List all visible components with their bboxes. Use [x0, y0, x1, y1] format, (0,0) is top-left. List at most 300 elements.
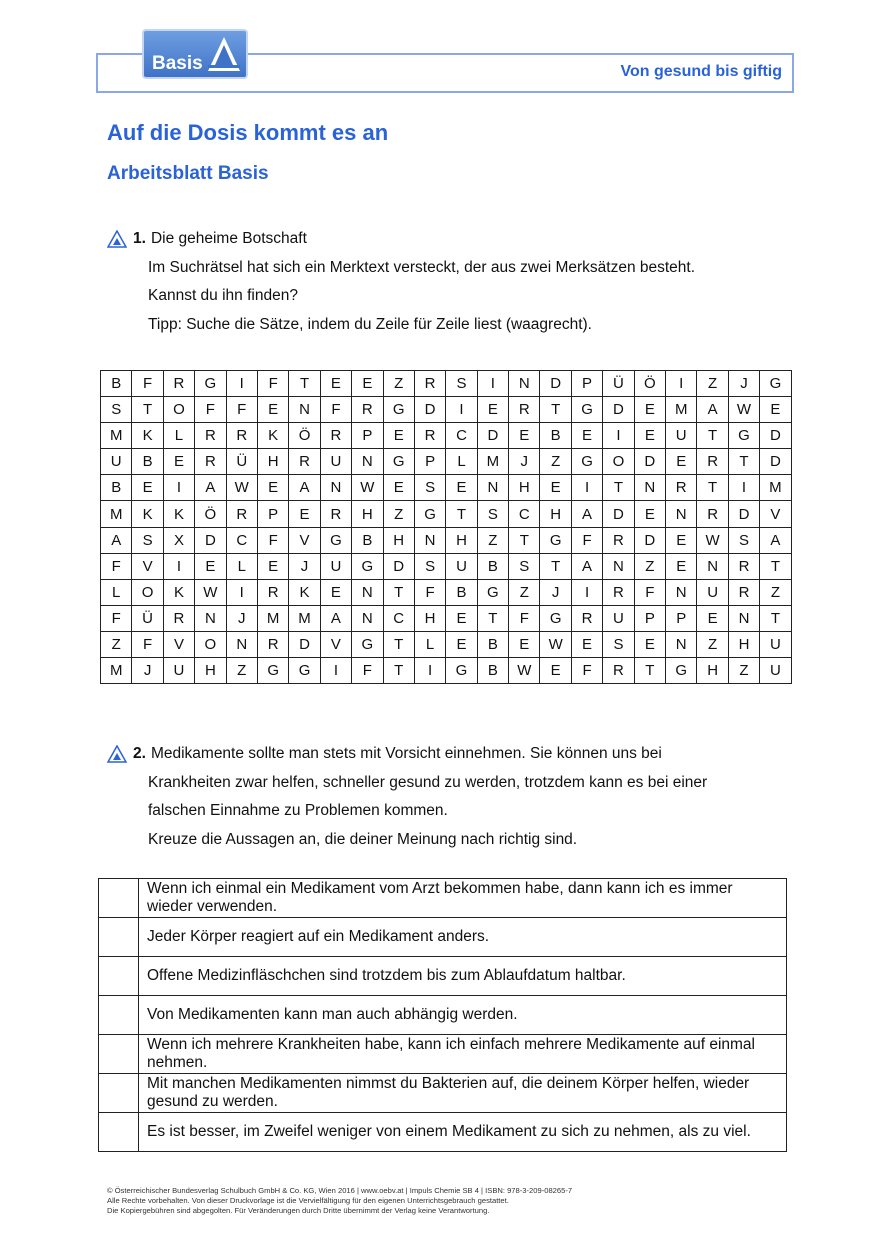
grid-cell: R — [728, 553, 759, 579]
grid-cell: Ü — [603, 371, 634, 397]
grid-cell: E — [634, 423, 665, 449]
grid-cell: F — [634, 579, 665, 605]
grid-cell: G — [320, 527, 351, 553]
footer-line: Die Kopiergebühren sind abgegolten. Für Veränderungen durch Dritte übernimmt der Verlag keine Verantwortung. — [107, 1206, 490, 1215]
grid-cell: O — [603, 449, 634, 475]
grid-cell: A — [195, 475, 226, 501]
grid-cell: V — [163, 631, 194, 657]
task-1-heading: Die geheime Botschaft — [150, 230, 307, 247]
grid-cell: H — [540, 501, 571, 527]
grid-cell: U — [760, 631, 791, 657]
grid-cell: S — [603, 631, 634, 657]
grid-cell: T — [540, 553, 571, 579]
grid-cell: B — [540, 423, 571, 449]
grid-cell: Z — [383, 501, 414, 527]
grid-cell: D — [634, 449, 665, 475]
grid-cell: N — [352, 449, 383, 475]
grid-cell: H — [728, 631, 759, 657]
grid-cell: I — [446, 397, 477, 423]
grid-cell: D — [477, 423, 508, 449]
grid-cell: N — [414, 527, 445, 553]
grid-cell: E — [477, 397, 508, 423]
grid-cell: C — [226, 527, 257, 553]
grid-cell: G — [352, 553, 383, 579]
grid-cell: T — [697, 475, 728, 501]
grid-cell: M — [666, 397, 697, 423]
grid-cell: T — [383, 579, 414, 605]
grid-cell: E — [320, 371, 351, 397]
grid-cell: T — [634, 658, 665, 684]
grid-cell: A — [571, 501, 602, 527]
task-1 — [107, 225, 695, 339]
grid-cell: P — [414, 449, 445, 475]
grid-cell: A — [289, 475, 320, 501]
grid-cell: F — [571, 658, 602, 684]
task-2-line: Krankheiten zwar helfen, schneller gesund zu werden, trotzdem kann es bei einer — [148, 773, 708, 791]
grid-cell: N — [666, 631, 697, 657]
grid-row — [101, 371, 792, 397]
logo-triangle-icon — [206, 35, 242, 75]
grid-cell: N — [728, 605, 759, 631]
grid-cell: P — [634, 605, 665, 631]
task-2-line: Kreuze die Aussagen an, die deiner Meinung nach richtig sind. — [148, 830, 578, 848]
grid-cell: E — [257, 553, 288, 579]
grid-cell: E — [666, 553, 697, 579]
grid-row — [101, 631, 792, 657]
subject-label: Von gesund bis giftig — [620, 63, 782, 80]
grid-cell: G — [383, 397, 414, 423]
grid-cell: S — [101, 397, 132, 423]
grid-cell: D — [634, 527, 665, 553]
grid-cell: F — [132, 631, 163, 657]
grid-cell: F — [257, 371, 288, 397]
grid-cell: B — [132, 449, 163, 475]
grid-cell: E — [320, 579, 351, 605]
grid-cell: K — [132, 423, 163, 449]
grid-cell: C — [509, 501, 540, 527]
grid-cell: D — [728, 501, 759, 527]
statement-row — [99, 1113, 787, 1152]
grid-row — [101, 658, 792, 684]
page-title: Auf die Dosis kommt es an — [107, 120, 389, 145]
grid-cell: E — [571, 423, 602, 449]
grid-cell: G — [257, 658, 288, 684]
grid-cell: R — [226, 423, 257, 449]
statement-checkbox[interactable] — [99, 957, 139, 996]
grid-cell: E — [289, 501, 320, 527]
grid-cell: T — [509, 527, 540, 553]
grid-cell: R — [697, 501, 728, 527]
grid-cell: T — [540, 397, 571, 423]
grid-cell: N — [697, 553, 728, 579]
grid-cell: R — [697, 449, 728, 475]
grid-cell: F — [195, 397, 226, 423]
grid-cell: J — [728, 371, 759, 397]
task-2-number: 2. — [133, 745, 146, 762]
grid-cell: E — [634, 397, 665, 423]
level-triangle-icon — [107, 230, 127, 248]
grid-cell: Ö — [289, 423, 320, 449]
grid-cell: I — [226, 579, 257, 605]
grid-cell: J — [226, 605, 257, 631]
grid-cell: Z — [226, 658, 257, 684]
grid-cell: V — [289, 527, 320, 553]
grid-cell: D — [760, 423, 791, 449]
grid-cell: T — [603, 475, 634, 501]
grid-cell: D — [760, 449, 791, 475]
grid-cell: E — [195, 553, 226, 579]
grid-cell: E — [760, 397, 791, 423]
statement-checkbox[interactable] — [99, 996, 139, 1035]
grid-cell: R — [226, 501, 257, 527]
grid-cell: M — [760, 475, 791, 501]
grid-cell: U — [101, 449, 132, 475]
grid-cell: E — [163, 449, 194, 475]
grid-row — [101, 527, 792, 553]
grid-cell: G — [477, 579, 508, 605]
grid-cell: F — [320, 397, 351, 423]
statement-row — [99, 1035, 787, 1074]
grid-cell: T — [289, 371, 320, 397]
grid-row — [101, 579, 792, 605]
grid-row — [101, 553, 792, 579]
statement-text: Von Medikamenten kann man auch abhängig werden. — [139, 996, 787, 1035]
grid-cell: I — [226, 371, 257, 397]
task-1-line: Kannst du ihn finden? — [148, 287, 298, 304]
grid-cell: B — [446, 579, 477, 605]
grid-row — [101, 605, 792, 631]
grid-cell: H — [414, 605, 445, 631]
grid-cell: U — [446, 553, 477, 579]
grid-cell: R — [728, 579, 759, 605]
grid-cell: F — [509, 605, 540, 631]
grid-row — [101, 449, 792, 475]
grid-cell: Z — [697, 631, 728, 657]
grid-cell: E — [352, 371, 383, 397]
grid-cell: R — [414, 371, 445, 397]
grid-cell: M — [101, 501, 132, 527]
grid-cell: M — [477, 449, 508, 475]
grid-cell: N — [603, 553, 634, 579]
grid-cell: E — [446, 605, 477, 631]
grid-cell: G — [728, 423, 759, 449]
grid-cell: G — [760, 371, 791, 397]
grid-cell: M — [289, 605, 320, 631]
grid-cell: G — [571, 397, 602, 423]
statement-checkbox[interactable] — [99, 1074, 139, 1113]
grid-cell: H — [446, 527, 477, 553]
grid-cell: D — [289, 631, 320, 657]
grid-cell: T — [477, 605, 508, 631]
grid-cell: I — [163, 475, 194, 501]
grid-cell: E — [509, 423, 540, 449]
grid-cell: E — [509, 631, 540, 657]
grid-cell: L — [414, 631, 445, 657]
grid-cell: N — [226, 631, 257, 657]
grid-cell: E — [257, 397, 288, 423]
grid-cell: P — [666, 605, 697, 631]
grid-cell: F — [101, 605, 132, 631]
grid-cell: Z — [728, 658, 759, 684]
grid-cell: L — [226, 553, 257, 579]
grid-cell: T — [697, 423, 728, 449]
grid-cell: G — [383, 449, 414, 475]
grid-cell: N — [289, 397, 320, 423]
grid-cell: R — [163, 605, 194, 631]
grid-cell: F — [352, 658, 383, 684]
grid-cell: F — [226, 397, 257, 423]
word-search-grid — [100, 370, 792, 684]
grid-cell: F — [132, 371, 163, 397]
grid-cell: G — [289, 658, 320, 684]
grid-cell: O — [132, 579, 163, 605]
grid-cell: D — [383, 553, 414, 579]
grid-cell: H — [697, 658, 728, 684]
grid-cell: R — [320, 501, 351, 527]
statement-checklist — [98, 878, 787, 1152]
grid-cell: J — [540, 579, 571, 605]
grid-cell: K — [289, 579, 320, 605]
statement-text: Jeder Körper reagiert auf ein Medikament anders. — [139, 918, 787, 957]
grid-cell: A — [571, 553, 602, 579]
grid-cell: K — [163, 579, 194, 605]
grid-cell: I — [571, 579, 602, 605]
grid-cell: N — [352, 605, 383, 631]
grid-cell: R — [603, 527, 634, 553]
grid-cell: J — [132, 658, 163, 684]
statement-text: Offene Medizinfläschchen sind trotzdem bis zum Ablaufdatum haltbar. — [139, 957, 787, 996]
grid-cell: M — [101, 658, 132, 684]
grid-cell: U — [603, 605, 634, 631]
grid-cell: E — [634, 631, 665, 657]
grid-cell: O — [195, 631, 226, 657]
grid-cell: W — [728, 397, 759, 423]
grid-cell: E — [540, 658, 571, 684]
grid-cell: E — [540, 475, 571, 501]
footer-line: © Österreichischer Bundesverlag Schulbuch GmbH & Co. KG, Wien 2016 | www.oebv.at | Impuls Chemie SB 4 | ISBN: 978-3-209-08265-7 — [107, 1186, 573, 1195]
grid-cell: O — [163, 397, 194, 423]
grid-cell: J — [289, 553, 320, 579]
grid-cell: E — [257, 475, 288, 501]
grid-cell: G — [446, 658, 477, 684]
grid-cell: T — [383, 658, 414, 684]
grid-cell: U — [697, 579, 728, 605]
grid-cell: W — [697, 527, 728, 553]
grid-cell: I — [320, 658, 351, 684]
grid-cell: I — [603, 423, 634, 449]
grid-row — [101, 397, 792, 423]
grid-cell: R — [289, 449, 320, 475]
grid-cell: S — [414, 475, 445, 501]
grid-cell: Z — [101, 631, 132, 657]
task-2-heading: Medikamente sollte man stets mit Vorsicht einnehmen. Sie können uns bei — [150, 745, 662, 762]
grid-cell: Z — [634, 553, 665, 579]
grid-cell: S — [446, 371, 477, 397]
grid-cell: R — [603, 658, 634, 684]
grid-cell: G — [540, 605, 571, 631]
grid-cell: U — [163, 658, 194, 684]
grid-cell: T — [760, 605, 791, 631]
grid-cell: R — [320, 423, 351, 449]
grid-cell: R — [509, 397, 540, 423]
grid-cell: Z — [760, 579, 791, 605]
grid-cell: E — [132, 475, 163, 501]
grid-cell: Z — [697, 371, 728, 397]
grid-cell: P — [257, 501, 288, 527]
grid-cell: J — [509, 449, 540, 475]
basis-logo — [142, 29, 248, 79]
grid-cell: T — [383, 631, 414, 657]
grid-cell: V — [132, 553, 163, 579]
grid-cell: U — [666, 423, 697, 449]
grid-cell: R — [414, 423, 445, 449]
statement-text: Es ist besser, im Zweifel weniger von einem Medikament zu sich zu nehmen, als zu viel. — [139, 1113, 787, 1152]
grid-cell: R — [666, 475, 697, 501]
task-1-number: 1. — [133, 230, 146, 247]
grid-cell: A — [697, 397, 728, 423]
statement-row — [99, 918, 787, 957]
grid-cell: G — [352, 631, 383, 657]
grid-cell: L — [101, 579, 132, 605]
grid-cell: B — [352, 527, 383, 553]
grid-row — [101, 423, 792, 449]
grid-cell: Ü — [226, 449, 257, 475]
grid-cell: W — [226, 475, 257, 501]
grid-cell: I — [414, 658, 445, 684]
grid-cell: D — [540, 371, 571, 397]
task-2 — [107, 740, 707, 854]
grid-cell: G — [414, 501, 445, 527]
task-2-line: falschen Einnahme zu Problemen kommen. — [148, 802, 448, 819]
grid-cell: W — [509, 658, 540, 684]
grid-cell: W — [540, 631, 571, 657]
grid-cell: K — [132, 501, 163, 527]
grid-cell: T — [728, 449, 759, 475]
grid-cell: S — [132, 527, 163, 553]
grid-cell: H — [257, 449, 288, 475]
grid-cell: K — [163, 501, 194, 527]
grid-cell: R — [352, 397, 383, 423]
grid-cell: N — [195, 605, 226, 631]
grid-cell: P — [352, 423, 383, 449]
grid-cell: A — [760, 527, 791, 553]
statement-checkbox[interactable] — [99, 1113, 139, 1152]
grid-cell: I — [571, 475, 602, 501]
grid-cell: P — [571, 371, 602, 397]
grid-cell: U — [320, 449, 351, 475]
statement-row — [99, 996, 787, 1035]
grid-cell: R — [571, 605, 602, 631]
grid-cell: F — [257, 527, 288, 553]
grid-cell: U — [320, 553, 351, 579]
grid-cell: E — [666, 527, 697, 553]
grid-cell: N — [666, 501, 697, 527]
grid-cell: E — [634, 501, 665, 527]
grid-cell: V — [320, 631, 351, 657]
grid-cell: W — [352, 475, 383, 501]
grid-cell: U — [760, 658, 791, 684]
grid-cell: M — [101, 423, 132, 449]
grid-cell: E — [446, 631, 477, 657]
grid-cell: E — [383, 475, 414, 501]
task-1-line: Im Suchrätsel hat sich ein Merktext versteckt, der aus zwei Merksätzen besteht. — [148, 258, 696, 276]
grid-cell: Z — [383, 371, 414, 397]
grid-cell: R — [163, 371, 194, 397]
statement-text: Wenn ich mehrere Krankheiten habe, kann ich einfach mehrere Medikamente auf einmal nehmen. — [139, 1035, 787, 1074]
statement-row — [99, 957, 787, 996]
grid-cell: Z — [477, 527, 508, 553]
grid-cell: I — [666, 371, 697, 397]
grid-cell: I — [728, 475, 759, 501]
footer-line: Alle Rechte vorbehalten. Von dieser Druckvorlage ist die Vervielfältigung für den eigenen Unterrichtsgebrauch gestattet. — [107, 1196, 509, 1205]
grid-cell: N — [509, 371, 540, 397]
grid-cell: Z — [509, 579, 540, 605]
grid-cell: D — [603, 501, 634, 527]
grid-cell: R — [195, 449, 226, 475]
grid-cell: L — [446, 449, 477, 475]
grid-cell: K — [257, 423, 288, 449]
statement-checkbox[interactable] — [99, 1035, 139, 1074]
level-triangle-icon — [107, 745, 127, 763]
task-1-line: Tipp: Suche die Sätze, indem du Zeile für Zeile liest (waagrecht). — [148, 315, 592, 333]
grid-cell: X — [163, 527, 194, 553]
page-subtitle: Arbeitsblatt Basis — [107, 163, 269, 184]
grid-cell: I — [477, 371, 508, 397]
grid-cell: E — [666, 449, 697, 475]
grid-cell: Z — [540, 449, 571, 475]
grid-cell: B — [101, 475, 132, 501]
grid-cell: A — [320, 605, 351, 631]
grid-cell: E — [697, 605, 728, 631]
grid-cell: R — [257, 579, 288, 605]
grid-cell: F — [414, 579, 445, 605]
statement-text: Mit manchen Medikamenten nimmst du Bakterien auf, die deinem Körper helfen, wieder gesund zu werden. — [139, 1074, 787, 1113]
grid-cell: G — [195, 371, 226, 397]
statement-checkbox[interactable] — [99, 918, 139, 957]
grid-cell: H — [195, 658, 226, 684]
statement-text: Wenn ich einmal ein Medikament vom Arzt bekommen habe, dann kann ich es immer wieder verwenden. — [139, 879, 787, 918]
grid-cell: G — [571, 449, 602, 475]
grid-cell: C — [383, 605, 414, 631]
grid-cell: L — [163, 423, 194, 449]
grid-cell: D — [414, 397, 445, 423]
grid-cell: Ö — [195, 501, 226, 527]
grid-row — [101, 475, 792, 501]
grid-cell: Ü — [132, 605, 163, 631]
grid-cell: D — [195, 527, 226, 553]
grid-cell: F — [101, 553, 132, 579]
grid-cell: H — [383, 527, 414, 553]
grid-cell: C — [446, 423, 477, 449]
grid-cell: S — [414, 553, 445, 579]
grid-cell: H — [352, 501, 383, 527]
grid-cell: D — [603, 397, 634, 423]
grid-cell: R — [257, 631, 288, 657]
grid-cell: V — [760, 501, 791, 527]
statement-checkbox[interactable] — [99, 879, 139, 918]
grid-cell: Ö — [634, 371, 665, 397]
grid-cell: T — [132, 397, 163, 423]
grid-cell: S — [728, 527, 759, 553]
grid-cell: T — [760, 553, 791, 579]
grid-cell: M — [257, 605, 288, 631]
grid-cell: R — [195, 423, 226, 449]
grid-row — [101, 501, 792, 527]
grid-cell: E — [571, 631, 602, 657]
logo-text: Basis — [152, 53, 203, 74]
grid-cell: I — [163, 553, 194, 579]
grid-cell: G — [666, 658, 697, 684]
